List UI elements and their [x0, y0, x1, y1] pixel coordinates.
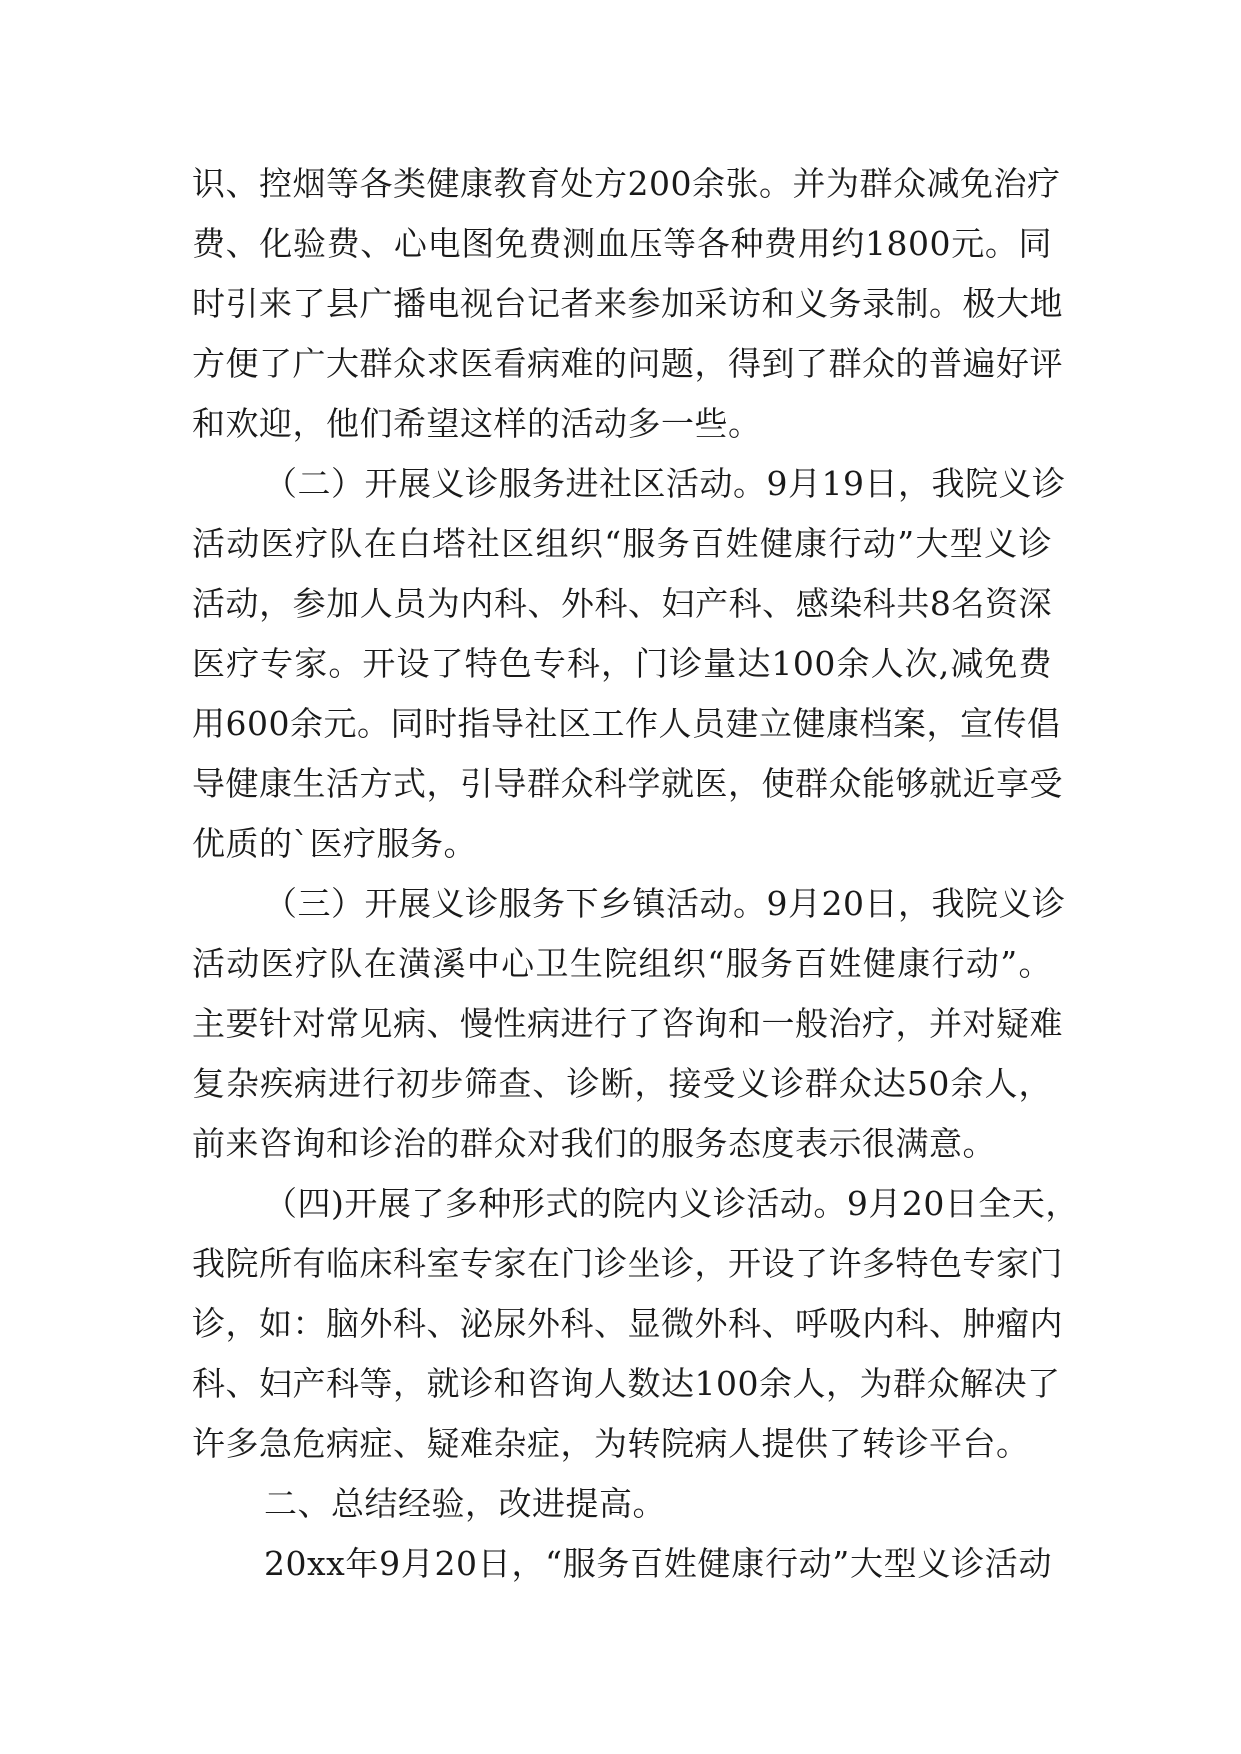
- text-line: 前来咨询和诊治的群众对我们的服务态度表示很满意。: [192, 1124, 996, 1163]
- text-line: 诊，如：脑外科、泌尿外科、显微外科、呼吸内科、肿瘤内: [192, 1304, 1063, 1343]
- text-line: 科、妇产科等，就诊和咨询人数达100余人，为群众解决了: [192, 1364, 1061, 1403]
- text-line: 时引来了县广播电视台记者来参加采访和义务录制。极大地: [192, 284, 1063, 323]
- section-heading: 二、总结经验，改进提高。: [264, 1484, 666, 1523]
- text-line: 识、控烟等各类健康教育处方200余张。并为群众减免治疗: [192, 164, 1061, 203]
- text-line: （二）开展义诊服务进社区活动。9月19日，我院义诊: [264, 464, 1066, 503]
- text-line: 我院所有临床科室专家在门诊坐诊，开设了许多特色专家门: [192, 1244, 1063, 1283]
- text-line: （四)开展了多种形式的院内义诊活动。9月20日全天，: [264, 1184, 1079, 1223]
- text-line: 导健康生活方式，引导群众科学就医，使群众能够就近享受: [192, 764, 1063, 803]
- text-line: 主要针对常见病、慢性病进行了咨询和一般治疗，并对疑难: [192, 1004, 1063, 1043]
- text-line: 复杂疾病进行初步筛查、诊断，接受义诊群众达50余人，: [192, 1064, 1052, 1103]
- text-line: 活动，参加人员为内科、外科、妇产科、感染科共8名资深: [192, 584, 1052, 623]
- text-line: 费、化验费、心电图免费测血压等各种费用约1800元。同: [192, 224, 1052, 263]
- text-line: 活动医疗队在潢溪中心卫生院组织“服务百姓健康行动”。: [192, 944, 1052, 983]
- text-line: 医疗专家。开设了特色专科，门诊量达100余人次,减免费: [192, 644, 1052, 683]
- text-line: 许多急危病症、疑难杂症，为转院病人提供了转诊平台。: [192, 1424, 1030, 1463]
- text-line: 方便了广大群众求医看病难的问题，得到了群众的普遍好评: [192, 344, 1063, 383]
- text-line: 20xx年9月20日，“服务百姓健康行动”大型义诊活动: [264, 1544, 1052, 1583]
- text-line: 和欢迎，他们希望这样的活动多一些。: [192, 404, 762, 443]
- text-line: （三）开展义诊服务下乡镇活动。9月20日，我院义诊: [264, 884, 1066, 923]
- text-line: 优质的`医疗服务。: [192, 824, 477, 863]
- text-line: 用600余元。同时指导社区工作人员建立健康档案，宣传倡: [192, 704, 1061, 743]
- text-line: 活动医疗队在白塔社区组织“服务百姓健康行动”大型义诊: [192, 524, 1052, 563]
